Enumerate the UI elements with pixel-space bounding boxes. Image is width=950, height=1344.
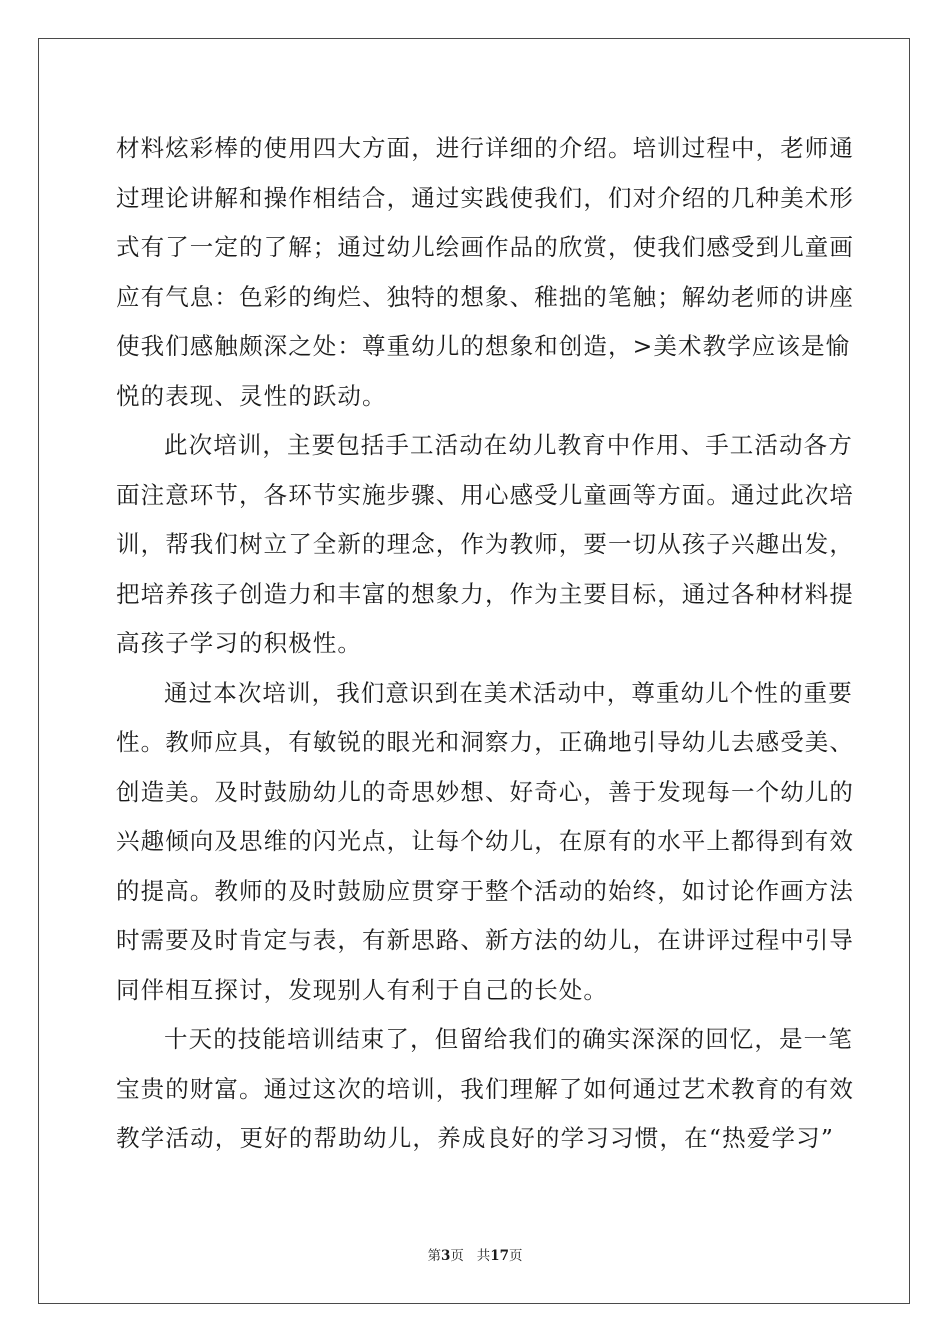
text-line: 此次培训，主要包括手工活动在幼儿教育中作用、手工活动各方 [164,431,853,459]
text-line: 过理论讲解和操作相结合，通过实践使我们，们对介绍的几种美术形 [116,183,854,212]
text-line: 十天的技能培训结束了，但留给我们的确实深深的回忆，是一笔 [164,1025,853,1053]
page-footer [0,1244,950,1264]
paragraph-1 [116,124,854,421]
text-line: 时需要及时肯定与表，有新思路、新方法的幼儿，在讲评过程中引导 [116,926,854,954]
text-line: 教学活动，更好的帮助幼儿，养成良好的学习习惯，在“热爱学习” [116,1124,834,1152]
paragraph-4 [116,1015,854,1164]
footer-total-suffix: 页 [509,1248,523,1264]
text-line: 的提高。教师的及时鼓励应贯穿于整个活动的始终，如讨论作画方法 [116,876,854,905]
text-line: 高孩子学习的积极性。 [116,629,362,657]
text-line: 使我们感触颇深之处：尊重幼儿的想象和创造，>美术教学应该是愉 [116,332,851,360]
text-line: 把培养孩子创造力和丰富的想象力，作为主要目标，通过各种材料提 [116,579,854,608]
text-line: 创造美。及时鼓励幼儿的奇思妙想、好奇心，善于发现每一个幼儿的 [116,777,854,806]
footer-prefix: 第 [427,1248,441,1264]
text-line: 式有了一定的了解；通过幼儿绘画作品的欣赏，使我们感受到儿童画 [116,233,854,261]
text-line: 宝贵的财富。通过这次的培训，我们理解了如何通过艺术教育的有效 [116,1074,854,1103]
text-line: 兴趣倾向及思维的闪光点，让每个幼儿，在原有的水平上都得到有效 [116,827,854,855]
document-body [116,124,854,1164]
text-line: 材料炫彩棒的使用四大方面，进行详细的介绍。培训过程中，老师通 [116,134,854,162]
footer-total-prefix: 共 [476,1248,491,1264]
text-line: 性。教师应具，有敏锐的眼光和洞察力，正确地引导幼儿去感受美、 [116,728,854,756]
text-line: 训，帮我们树立了全新的理念，作为教师，要一切从孩子兴趣出发， [116,530,854,558]
paragraph-3 [116,669,854,1016]
page-number: 3 [440,1248,451,1264]
text-line: 悦的表现、灵性的跃动。 [116,381,387,410]
paragraph-2 [116,421,854,669]
text-line: 通过本次培训，我们意识到在美术活动中，尊重幼儿个性的重要 [164,678,853,707]
text-line: 面注意环节，各环节实施步骤、用心感受儿童画等方面。通过此次培 [116,480,854,509]
text-line: 应有气息：色彩的绚烂、独特的想象、稚拙的笔触；解幼老师的讲座 [116,282,854,311]
page-total: 17 [490,1248,510,1264]
footer-page-suffix: 页 [450,1248,464,1264]
text-line: 同伴相互探讨，发现别人有利于自己的长处。 [116,975,608,1004]
